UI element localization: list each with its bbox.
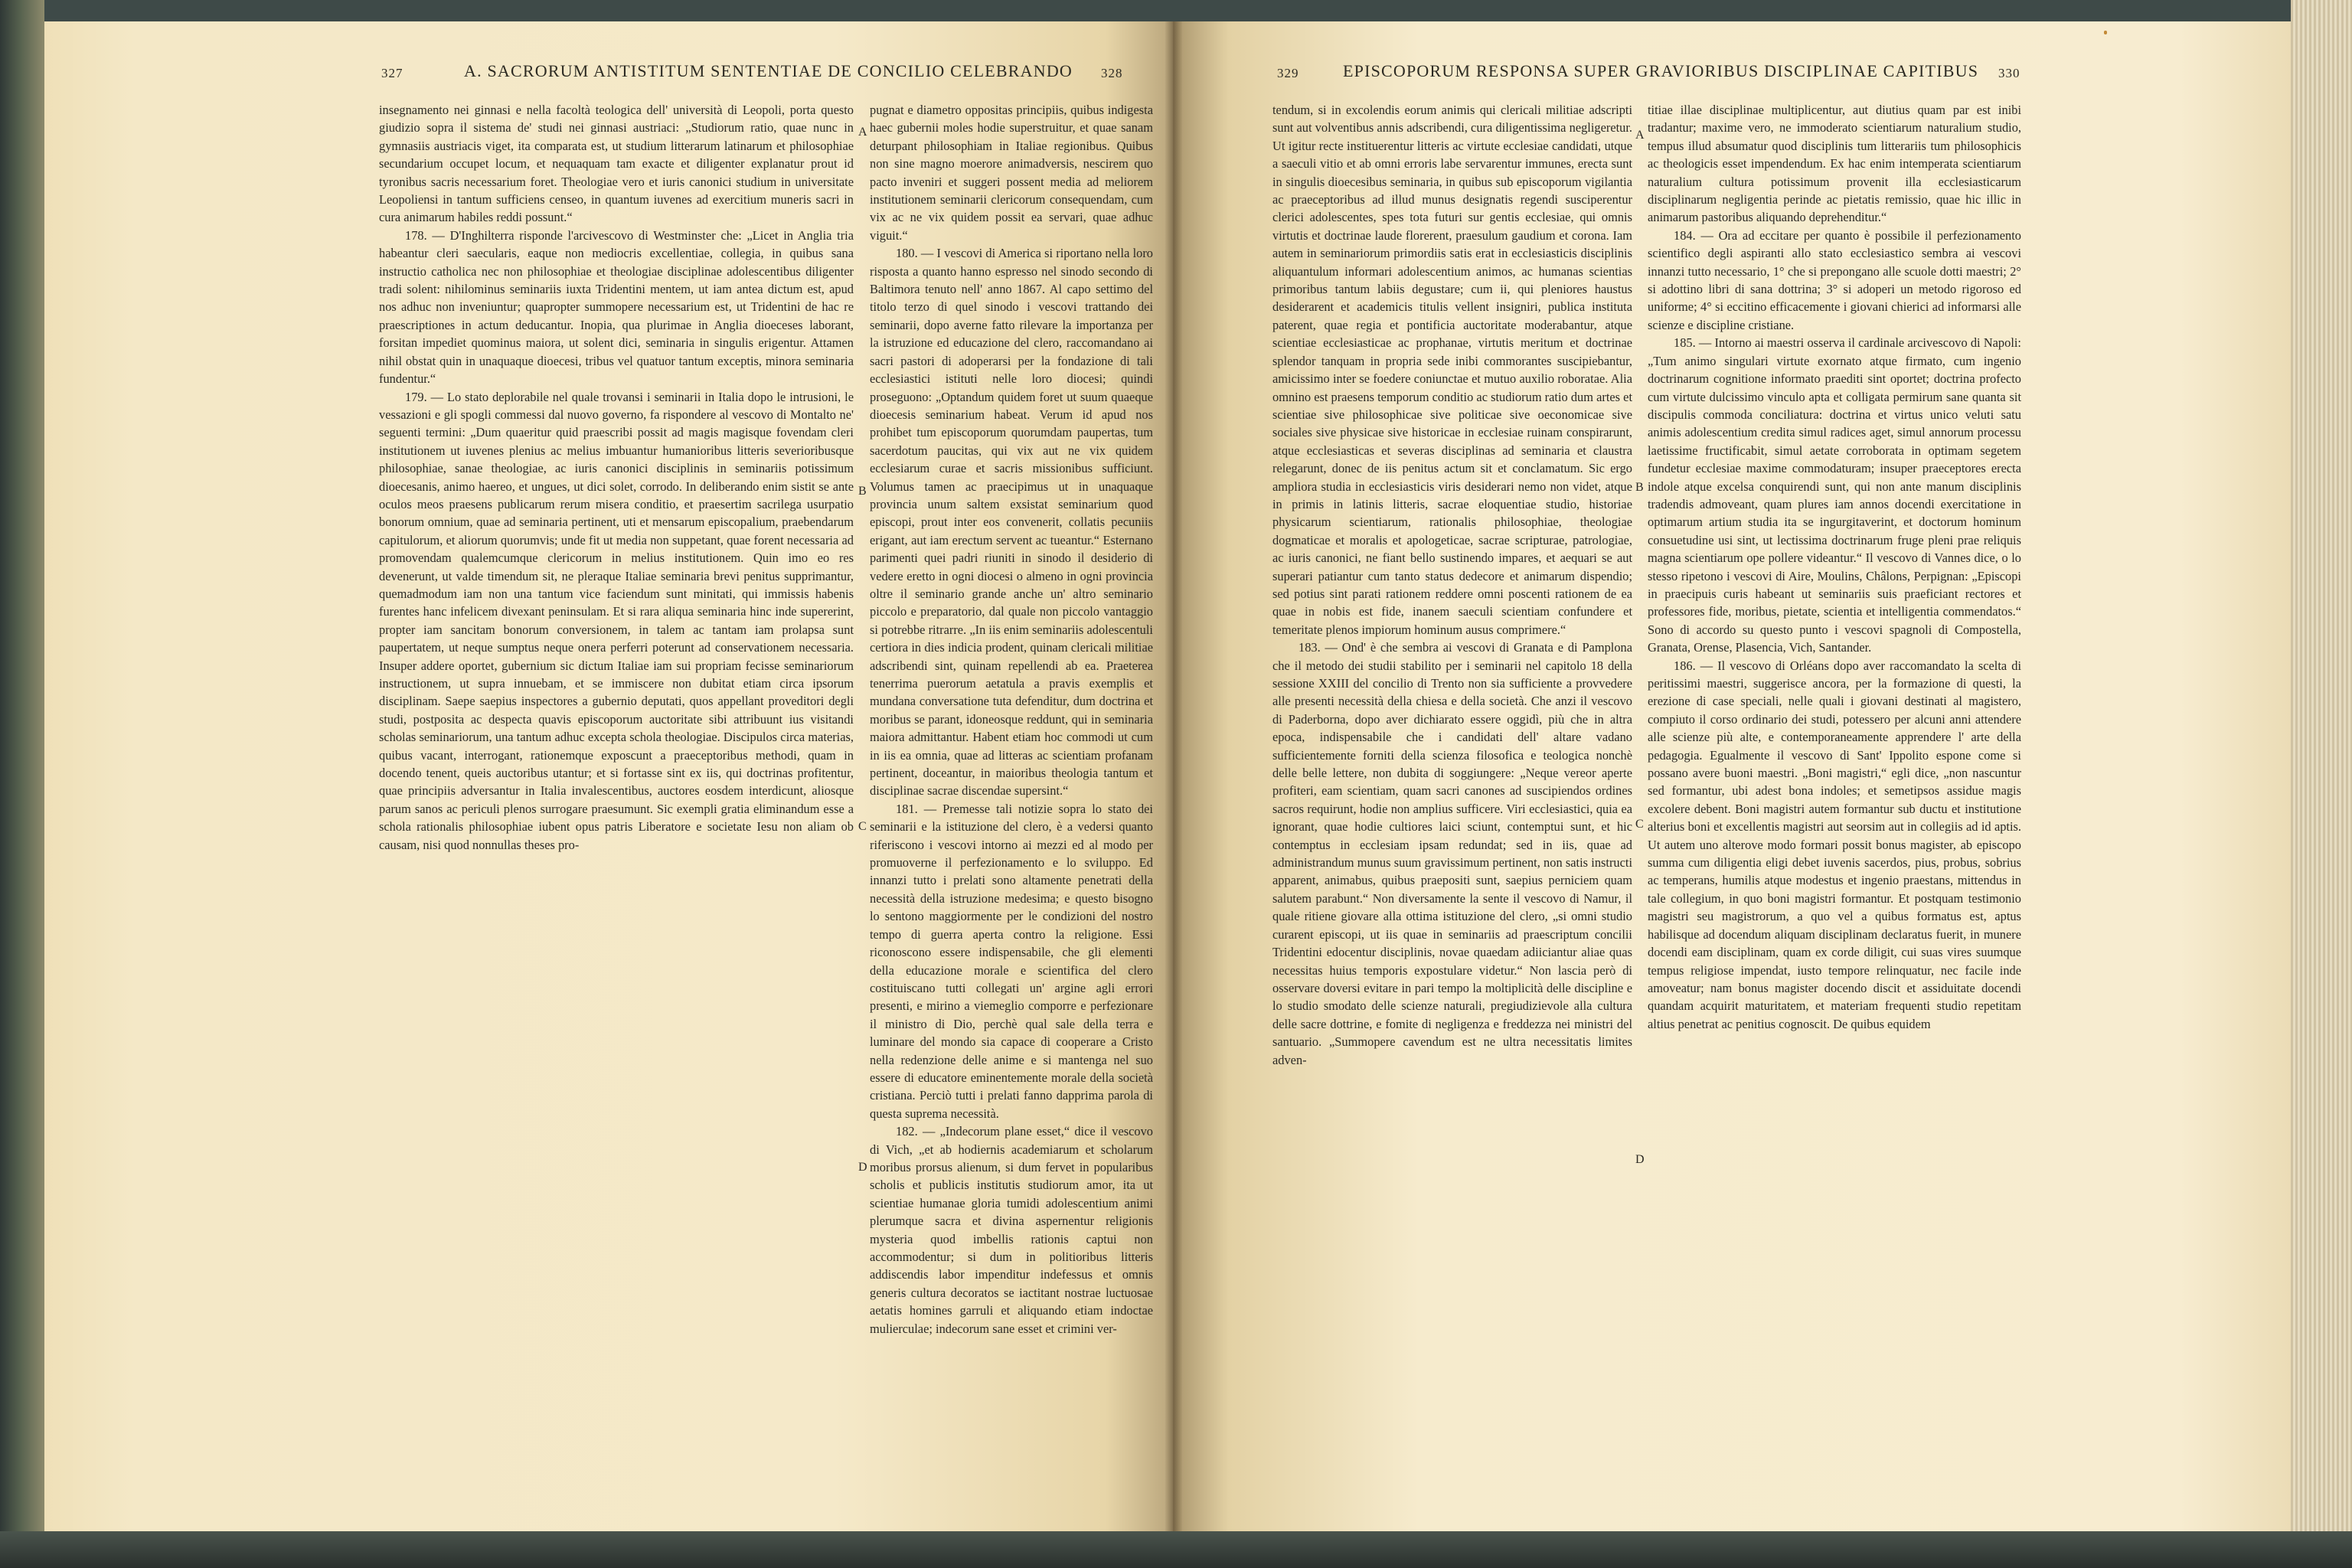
running-head-left [44, 61, 1173, 92]
book-edge-left [0, 0, 44, 1568]
page-number: 328 [1101, 66, 1123, 80]
book-gutter [1165, 21, 1182, 1547]
text-column-right-b [1648, 101, 2021, 1525]
paragraph: 182. — „Indecorum plane esset,“ dice il vescovo di Vich, „et ab hodiernis academiarum et scholarum moribus prorsus alienum, si dum fervet in popularibus scholis et publicis institutis studiorum amor, ita ut scientiae humanae gloria tumidi adolescentium animi plerumque sacra et divina aspernentur religionis mysteria quod imbellis rationis captui non accommodentur; si dum in politioribus litteris addiscendis labor impenditur indefessus et omnis generis cultura decoratos se iactitant nostrae luctuosae aetatis homines garruli et aliquando etiam indoctae mulierculae; indecorum sane esset et crimini ver- [870, 1124, 1153, 1336]
left-page [44, 21, 1173, 1547]
paragraph: 183. — Ond' è che sembra ai vescovi di Granata e di Pamplona che il metodo dei studii stabilito per i seminarii nel capitolo 18 della sessione XXIII del concilio di Trento non sia sufficiente a provvedere alle presenti necessità della chiesa e della società. Che anzi il vescovo di Paderborna, dopo aver dichiarato essere oggidì, più che in altra epoca, indispensabile che i candidati dell' altare vadano sufficientemente forniti della scienza filosofica e teologica nonchè delle belle lettere, non dubita di soggiungere: „Neque vereor aperte profiteri, eam scientiam, quam sacri canones ad suscipiendos ordines sacros requirunt, hodie non amplius sufficere. Viri ecclesiastici, quia ea ignorant, quae hodie cultiores laici sciunt, contemptui sunt, et hic contemptus in ecclesiam ipsam redundat; sed in iis, quae ad administrandum munus suum gravissimum pertinent, non satis instructi apparent, animabus, quibus praepositi sunt, saepius perniciem quam salutem parabunt.“ Non diversamente la sente il vescovo di Namur, il quale ritiene giovare alla ottima istituzione del clero, „si omni studio curarent episcopi, ut iis quae in seminariis ad praescriptum concilii Tridentini edocentur disciplinis, novae quaedam adiiciantur aliae quas necessitas huius temporis expostulare videtur.“ Non lascia però di osservare doversi evitare in pari tempo la moltiplicità delle discipline e lo studio smodato delle scienze naturali, pregiudizievole alla cultura delle sacre dottrine, e fomite di negligenza e freddezza nei ministri del santuario. „Summopere cavendum est ne ultra necessitatis limites adven- [1272, 640, 1632, 1067]
text-column-right-a [1272, 101, 1632, 1525]
margin-marker: C [1635, 818, 1644, 831]
running-title: A. SACRORUM ANTISTITUM SENTENTIAE DE CONCILIO CELEBRANDO [464, 61, 1073, 80]
margin-marker: A [858, 126, 867, 139]
paragraph: 178. — D'Inghilterra risponde l'arcivescovo di Westminster che: „Licet in Anglia tria habeantur cleri saecularis, eaque non mediocris excellentiae, collegia, in quibus sana instructio catholica nec non philosophiae et theologiae disciplinae adolescentibus diligenter tradi solent: nihilominus seminariis iuxta Tridentini mentem, ut iam antea dictum est, apud nos adhuc non inveniuntur; quapropter summopere necessarium est, ut Tridentini de hac re praescriptiones in actum deducantur. Inopia, qua plurimae in Anglia dioeceses laborant, forsitan impediet quominus maiora, ut solent dici, seminaria in singulis erigentur. Attamen nihil obstat quin in unaquaque dioecesi, tribus vel quatuor tantum exceptis, minora seminaria fundentur.“ [379, 227, 854, 387]
paragraph: 181. — Premesse tali notizie sopra lo stato dei seminarii e la istituzione del clero, è a vedersi quanto riferiscono i vescovi intorno ai mezzi ed al modo per promuoverne il perfezionamento e lo sviluppo. Ed innanzi tutto i prelati sono altamente penetrati della necessità della istruzione medesima; e questo bisogno lo sentono maggiormente per le condizioni del nostro tempo di guerra aperta contro la religione. Essi riconoscono essere indispensabile, che gli elementi della educazione morale e scientifica del clero costituiscano tutti collegati un' argine agli errori presenti, e mirino a viemeglio comporre e perfezionare il ministro di Dio, perchè qual sale della terra e luminare del mondo sia capace di cooperare a Cristo nella redenzione delle anime e si mantenga nel suo essere di educatore eminentemente morale della società cristiana. Perciò tutti i prelati fanno dapprima parola di questa suprema necessità. [870, 801, 1153, 1121]
paragraph: insegnamento nei ginnasi e nella facoltà teologica dell' università di Leopoli, porta questo giudizio sopra il sistema de' studi nei ginnasi austriaci: „Studiorum ratio, quae nunc in gymnasiis austriacis viget, ita comparata est, ut studium litterarum latinarum et philosophiae secundarium occupet locum, et nequaquam tam exacte et diligenter explanatur prout id tyronibus sacris necessarium foret. Theologiae vero et iuris canonici studium in universitate Leopoliensi in tantum sufficiens censeo, in quantum iuvenes ad exercitium muneris sacri in cura animarum habiles reddi possunt.“ [379, 103, 854, 225]
right-page [1173, 21, 2291, 1547]
text-column-left-b [870, 101, 1153, 1525]
book-bottom-shadow [0, 1531, 2352, 1568]
paragraph: 179. — Lo stato deplorabile nel quale trovansi i seminarii in Italia dopo le intrusioni, le vessazioni e gli spogli commessi dal nuovo governo, fa rispondere al vescovo di Montalto ne' seguenti termini: „Dum quaeritur quid praescribi possit ad magis magisque fovendam cleri institutionem ut iuvenes plenius ac melius imbuantur humanioribus litteris severioribusque philosophiae, sanae theologiae, ac iuris canonici disciplinis in seminariis potissimum dioecesanis, animo haereo, et ungues, ut dici solet, corrodo. In deliberando enim sistit se ante oculos meos praesens publicarum rerum misera conditio, et praesertim sacrilega usurpatio bonorum omnium, quae ad seminaria pertinent, uti et mensarum episcopalium, praebendarum capitulorum, et aliorum quorumvis; unde fit ut media non suppetant, quae forent necessaria ad promovendam qualemcumque clericorum in melius institutionem. Quin imo eo res devenerunt, ut valde timendum sit, ne pleraque Italiae seminaria brevi penitus supprimantur, quemadmodum iam non una tantum vice faciendum sunt minitati, qui immissis habenis furentes hanc infelicem divexant peninsulam. Et si rara aliqua seminaria hinc inde supererint, propter iam sancitam bonorum conversionem, in talem ac tantam iam prolapsa sunt paupertatem, ut neque sumptus neque onera perferri poterunt ad conservationem necessaria. Insuper addere oportet, gubernium sic dictum Italiae iam sui propriam fecisse seminariorum instructionem, ut supra innuebam, et se immiscere non dubitat etiam circa ipsorum disciplinam. Saepe saepius inspectores a gubernio deputati, quos appellant proveditori degli studi, postposita ac despecta quavis episcoporum auctoritate sibi attribuunt ius visitandi scholas seminariorum, una tantum adhuc excepta schola theologiae. Discipulos circa materias, quibus vacant, interrogant, rationemque exposcunt a praeceptoribus methodi, quam in docendo tenent, queis auctoribus utantur; et si fortasse sint ex iis, qui doctrinas profitentur, quae principiis adversantur in Italia invalescentibus, auctores eosdem interdicunt, aliosque parum sanos ac periculi plenos surrogare praesumunt. Sic exempli gratia eliminandum esse a schola rationalis philosophiae iubent opus patris Liberatore e societate Iesu non aliam ob causam, nisi quod nonnullas theses pro- [379, 389, 854, 852]
margin-marker: B [1635, 481, 1644, 494]
running-title: EPISCOPORUM RESPONSA SUPER GRAVIORIBUS DISCIPLINAE CAPITIBUS [1343, 61, 1979, 80]
margin-marker: B [858, 485, 867, 498]
paragraph: 186. — Il vescovo di Orléans dopo aver raccomandato la scelta di peritissimi maestri, suggerisce ancora, per la formazione di questi, la erezione di case speciali, nelle quali i giovani destinati al magistero, compiuto il corso ordinario dei studi, potessero per alcuni anni attendere alle scienze più alte, e contemporaneamente apprendere l' arte della pedagogia. Egualmente il vescovo di Sant' Ippolito espone come si possano avere buoni maestri. „Boni magistri,“ egli dice, „non nascuntur sed formantur, ubi adest bona indoles; et semetipsos assidue magis excolere debent. Boni magistri autem formantur sub ductu et institutione alterius boni et excellentis magistri aut seorsim aut in collegiis ad id aptis. Ut autem uno alterove modo formari possit bonus magister, ab episcopo summa cum diligentia eligi debet iuvenis sacerdos, pius, probus, sobrius ac temperans, humilis atque modestus et ingenio praestans, mittendus in tale collegium, in quo boni magistri formantur. Et postquam testimonio magistri seu magistrorum, a quo vel a quibus formatus est, aptus habilisque ad docendum aliquam disciplinam declaratus fuerit, in munere docendi eam disciplinam, quam ex corde diligit, cui suas vires suumque tempus religiose impendat, iusto tempore relinquatur, nec facile inde amoveatur; nam bonus magister docendo discit et assiduitate docendi quandam acquirit maturitatem, et materiam frequenti studio repetitam altius penetrat ac penitius cognoscit. De quibus equidem [1648, 658, 2021, 1031]
book-edge-right [2291, 0, 2352, 1568]
page-number: 330 [1998, 66, 2020, 80]
margin-marker: D [1635, 1153, 1645, 1166]
text-column-left-a [379, 101, 854, 1525]
paragraph: 185. — Intorno ai maestri osserva il cardinale arcivescovo di Napoli: „Tum animo singulari virtute exornato atque firmato, cum ingenio doctrinarum cognitione informato praediti sint oportet; doctrina profecto cum virtute dulcissimo vinculo apta et colligata permirum sane quanta sit discipulis commoda conciliatura: doctrina et virtus unico veluti satu animis adolescentium credita simul radices aget, simul annorum processu laetissime fructificabit, simul aetate corroborata in optimam segetem fundetur ecclesiae maxime commodaturam; insuper praeceptores erecta indole atque excelsa conquirendi sunt, qui non ante manum disciplinis tradendis admoveant, quam plures iam annos docendi exercitatione in optimarum artium studia ita se ingurgitaverint, et doctorum hominum consuetudine usi sint, ut lectissima doctrinarum fruge pleni prae reliquis magna scientiarum ope pollere videantur.“ Il vescovo di Vannes dice, o lo stesso ripetono i vescovi di Aire, Moulins, Châlons, Perpignan: „Episcopi in praecipuis curis habeant ut seminariis suis praeficiant rectores et professores fide, moribus, pietate, scientia et intelligentia commendatos.“ Sono di accordo su questo punto i vescovi spagnoli di Compostella, Granata, Orense, Plasencia, Vich, Santander. [1648, 335, 2021, 655]
page-number: 329 [1277, 66, 1299, 80]
paragraph: 180. — I vescovi di America si riportano nella loro risposta a quanto hanno espresso nel sinodo secondo di Baltimora tenuto nell' anno 1867. Al capo settimo del titolo terzo di quel sinodo i vescovi trattando dei seminarii, dopo averne fatto rilevare la importanza per la istruzione ed educazione del clero, raccomandano ai sacri pastori di adoperarsi per la fondazione di tali ecclesiastici istituti nelle loro diocesi; quindi proseguono: „Optandum quidem foret ut suum quaeque dioecesis seminarium habeat. Verum id apud nos prohibet tum episcoporum quorumdam paupertas, tum sacerdotum paucitas, qui vix aut ne vix quidem ecclesiarum curae et sacris missionibus sufficiunt. Volumus tamen ac praecipimus ut in unaquaque provincia unum saltem exsistat seminarium quod episcopi, prout inter eos convenerit, collatis pecuniis erigant, aut iam erectum servent ac tueantur.“ Esternano parimenti quei padri riuniti in sinodo il desiderio di vedere eretto in ogni diocesi o almeno in ogni provincia oltre il seminario grande anche un' altro seminario piccolo e preparatorio, dal quale non piccolo vantaggio si potrebbe ritrarre. „In iis enim seminariis adolescentuli certiora in dies indicia prodent, quinam clericali militiae adscribendi sint, quinam repellendi ab ea. Praeterea tenerrima puerorum aetatula a pravis exemplis et mundana conversatione tuta defenditur, dum doctrina et moribus se parant, idoneosque reddunt, qui in seminaria maiora admittantur. Habent etiam hoc commodi ut cum in iis ea omnia, quae ad litteras ac scientiam profanam pertinent, doceantur, in maioribus theologia tantum et disciplinae sacrae discendae supersint.“ [870, 246, 1153, 799]
margin-marker: D [858, 1161, 867, 1174]
paper-speck [2104, 31, 2107, 34]
paragraph: 184. — Ora ad eccitare per quanto è possibile il perfezionamento scientifico degli aspiranti allo stato ecclesiastico sembra ai vescovi innanzi tutto necessario, 1° che si prepongano alle scuole dotti maestri; 2° si adottino libri di sana dottrina; 3° si adoperi un metodo rigoroso ed uniforme; 4° si eccitino efficacemente i giovani chierici ad informarsi alle scienze e discipline cristiane. [1648, 227, 2021, 332]
running-head-right [1173, 61, 2291, 92]
paragraph: titiae illae disciplinae multiplicentur, aut diutius quam par est inibi tradantur; maxime vero, ne immoderato scientiarum naturalium studio, tempus illud absumatur quod disciplinis tum litterariis tum philosophicis ac theologicis esset impendendum. Ex hac enim intemperata scientiarum naturalium cultura potissimum provenit illa ecclesiasticarum disciplinarum negligentia perinde ac pietatis remissio, quae hic illic in animarum pastoribus aliquando deprehenditur.“ [1648, 103, 2021, 225]
margin-marker: A [1635, 129, 1645, 142]
paragraph: pugnat e diametro oppositas principiis, quibus indigesta haec gubernii moles hodie superstruitur, et quae sanam deturpant philosophiam in Italiae regionibus. Quibus non sine magno moerore animadversis, nescirem quo pacto inveniri et suggeri possent media ad meliorem institutionem seminarii clericorum consequendam, cum vix ac ne vix quidem possit ea servari, quae adhuc viguit.“ [870, 103, 1153, 243]
paragraph: tendum, si in excolendis eorum animis qui clericali militiae adscripti sunt aut volventibus annis adscribendi, cura diligentissima negligeretur. Ut igitur recte instituerentur litteris ac virtute ecclesiae candidati, utque a saeculi vitio et ab omni erroris labe servarentur immunes, erecta sunt in singulis dioecesibus seminaria, in quibus sub episcoporum vigilantia ac praeceptoribus ad illud munus designatis regendi susciperentur clerici adolescentes, spes tota futuri sur gentis ecclesiae, qui omnis virtutis et doctrinae laude florerent, praesulum gaudium et corona. Iam autem in seminariorum primordiis satis erat in ecclesiasticis disciplinis aliquantulum informari adolescentium animos, ac humanas scientias primoribus tantum labiis degustare; cum ii, qui pleniores haustus desiderarent et academicis titulis vellent insigniri, publica instituta paterent, quae regia et pontificia auctoritate moderabantur, atque scientiae ecclesiasticae ac prophanae, virtutis meritum et doctrinae splendor tanquam in propria sede inibi commorantes suscipiebantur, amicissimo inter se foedere coniunctae et mutuo auxilio roboratae. Alia omnino est praesens temporum conditio ac studiorum ratio dum artes et scientiae sive philosophicae sive politicae sive oeconomicae sive sociales sive physicae sive historicae in ecclesiae ruinam conspirarunt, atque ecclesiasticas et severas disciplinas ad seminaria et claustra relegarunt, donec de iis penitus actum sit et conclamatum. Sic ergo ampliora studia in ecclesiasticis viris desiderari nemo non videt, atque in primis in latinis litteris, sacrae eloquentiae studio, historiae physicarum scientiarum, rationalis philosophiae, theologiae dogmaticae et moralis et apologeticae, sacrae scripturae, patrologiae, ac iuris canonici, ne fiant bello sustinendo impares, et aequari se aut superari patiantur cum tanto status dedecore et animarum dispendio; sed potius sint parati rationem reddere omni poscenti rationem de ea quae in nobis est fide, inanem saeculi scientiam confundere et temeritate plenos impiorum hominum ausus comprimere.“ [1272, 103, 1632, 637]
page-number: 327 [381, 66, 403, 80]
margin-marker: C [858, 820, 867, 833]
